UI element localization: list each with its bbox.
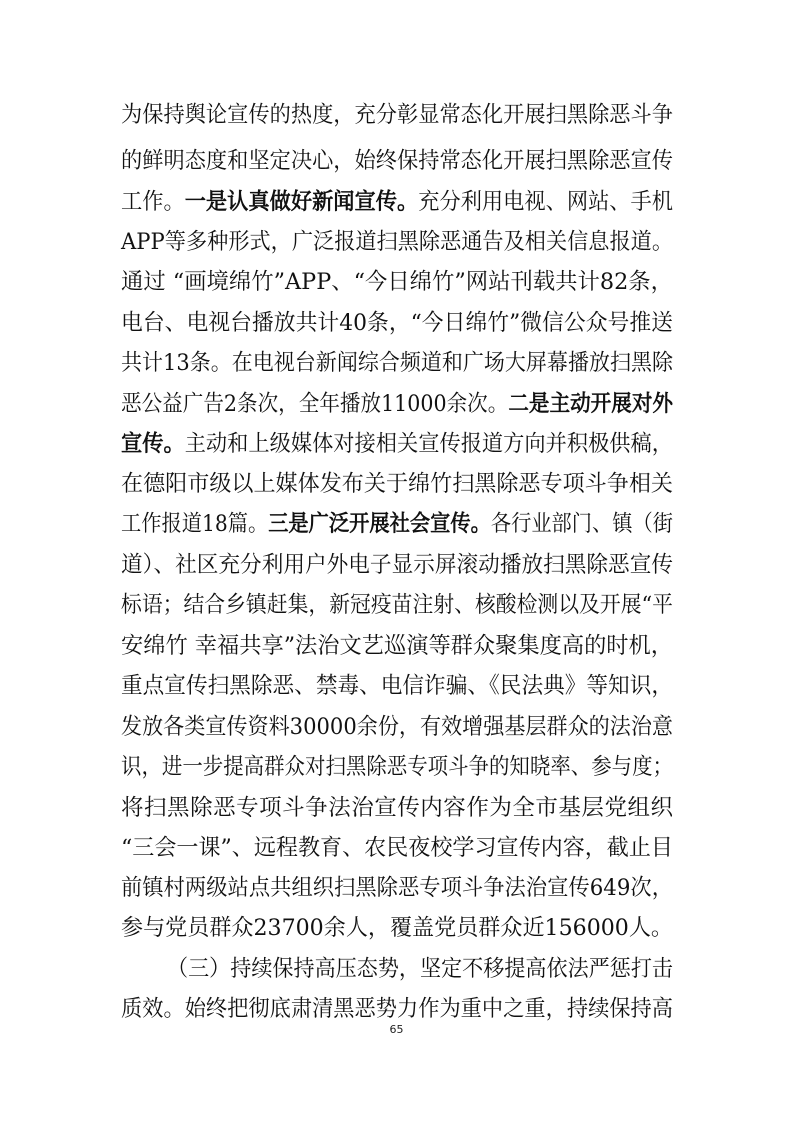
bold-heading-news-publicity: 一是认真做好新闻宣传。: [184, 189, 419, 215]
body-line-8: [121, 389, 673, 419]
bold-heading-social-publicity: 三是广泛开展社会宣传。: [268, 511, 491, 537]
body-line-19: [121, 833, 673, 863]
text: 共计13条。在电视台新闻综合频道和广场大屏幕播放扫黑除: [121, 350, 673, 376]
text: 识，进一步提高群众对扫黑除恶专项斗争的知晓率、参与度；: [121, 754, 673, 780]
section-heading-line: [167, 954, 673, 984]
text: 工作。: [121, 189, 185, 215]
text: 各行业部门、镇（街: [490, 511, 673, 537]
bold-heading-external-publicity: 二是主动开展对外: [508, 391, 673, 417]
body-line-4: [121, 227, 673, 257]
text: 质效。始终把彻底肃清黑恶势力作为重中之重，持续保持高: [121, 996, 673, 1022]
body-line-15: [121, 671, 673, 701]
body-line-13: [121, 590, 673, 620]
text: 工作报道18篇。: [121, 511, 269, 537]
text: 充分利用电视、网站、手机: [418, 189, 673, 215]
body-line-5: [121, 267, 673, 297]
text: 恶公益广告2条次，全年播放11000余次。: [121, 391, 509, 417]
body-line-2: [121, 146, 673, 176]
body-line-6: [121, 308, 673, 338]
body-line-1: [121, 100, 673, 130]
body-line-12: [121, 550, 673, 580]
text: 通过 “画境绵竹”APP、“今日绵竹”网站刊载共计82条，: [121, 269, 673, 295]
text: 标语；结合乡镇赶集，新冠疫苗注射、核酸检测以及开展“平: [121, 592, 673, 618]
text: 安绵竹 幸福共享”法治文艺巡演等群众聚集度高的时机，: [121, 633, 673, 659]
body-line-21: [121, 913, 673, 943]
body-line-20: [121, 873, 673, 903]
body-line-3: [121, 187, 673, 217]
text: 重点宣传扫黑除恶、禁毒、电信诈骗、《民法典》等知识，: [121, 673, 673, 699]
body-line-10: [121, 469, 673, 499]
body-line-18: [121, 793, 673, 823]
text: 主动和上级媒体对接相关宣传报道方向并积极供稿，: [184, 431, 673, 457]
text: 在德阳市级以上媒体发布关于绵竹扫黑除恶专项斗争相关: [121, 471, 673, 497]
text: 道）、社区充分利用户外电子显示屏滚动播放扫黑除恶宣传: [121, 552, 673, 578]
body-line-7: [121, 348, 673, 378]
body-line-16: [121, 712, 673, 742]
text: 发放各类宣传资料30000余份，有效增强基层群众的法治意: [121, 714, 673, 740]
text: （三）持续保持高压态势，坚定不移提高依法严惩打击: [167, 956, 673, 982]
body-line-17: [121, 752, 673, 782]
text: 的鲜明态度和坚定决心，始终保持常态化开展扫黑除恶宣传: [121, 148, 673, 174]
text: 前镇村两级站点共组织扫黑除恶专项斗争法治宣传649次，: [121, 875, 673, 901]
body-line-14: [121, 631, 673, 661]
text: “三会一课”、远程教育、农民夜校学习宣传内容，截止目: [121, 835, 673, 861]
text: 参与党员群众23700余人，覆盖党员群众近156000人。: [121, 915, 673, 941]
page-number: 65: [389, 1023, 404, 1036]
text: APP等多种形式，广泛报道扫黑除恶通告及相关信息报道。: [121, 229, 673, 255]
text: 电台、电视台播放共计40条，“今日绵竹”微信公众号推送: [121, 310, 673, 336]
text: 为保持舆论宣传的热度，充分彰显常态化开展扫黑除恶斗争: [121, 102, 673, 128]
body-line-11: [121, 509, 673, 539]
text: 将扫黑除恶专项斗争法治宣传内容作为全市基层党组织: [121, 795, 673, 821]
body-line-23: [121, 994, 673, 1024]
body-line-9: [121, 429, 673, 459]
bold-heading-external-publicity-cont: 宣传。: [121, 431, 185, 457]
